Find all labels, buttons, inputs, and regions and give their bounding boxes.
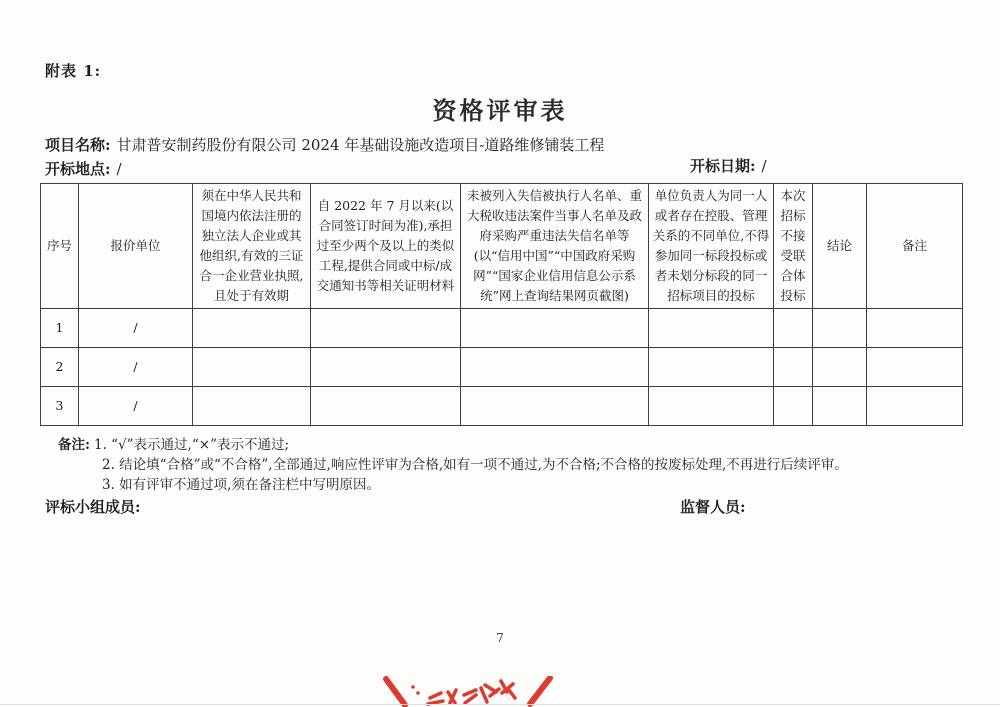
bid-location-value: /: [116, 160, 122, 178]
note-line: [58, 455, 848, 475]
header-seq: 序号: [41, 184, 79, 309]
row-remark: [867, 309, 963, 348]
row-cell: [193, 387, 311, 426]
row-seq: 3: [41, 387, 79, 426]
row-cell: [311, 309, 461, 348]
bid-location-line: [45, 158, 122, 179]
row-cell: [461, 309, 649, 348]
row-conclusion: [813, 387, 867, 426]
notes-block: [58, 435, 848, 495]
row-remark: [867, 387, 963, 426]
row-conclusion: [813, 348, 867, 387]
row-cell: [461, 348, 649, 387]
project-name-line: [45, 134, 604, 155]
bid-location-label: 开标地点:: [45, 160, 111, 178]
row-seq: 2: [41, 348, 79, 387]
header-no-consortium: 本次招标不接受联合体投标: [774, 184, 813, 309]
header-same-person: 单位负责人为同一人或者存在控股、管理关系的不同单位,不得参加同一标段投标或者未划分标段的同一招标项目的投标: [649, 184, 774, 309]
note-item: 3. 如有评审不通过项,须在备注栏中写明原因。: [102, 477, 380, 493]
header-remark: 备注: [867, 184, 963, 309]
note-line: [58, 435, 848, 455]
header-conclusion: 结论: [813, 184, 867, 309]
row-bidder: /: [79, 387, 193, 426]
note-item: 2. 结论填“合格”或“不合格”,全部通过,响应性评审为合格,如有一项不通过,为不合格;不合格的按废标处理,不再进行后续评审。: [102, 457, 848, 473]
row-cell: [649, 348, 774, 387]
row-cell: [311, 387, 461, 426]
supervisor-label: 监督人员:: [680, 498, 746, 516]
row-remark: [867, 348, 963, 387]
row-bidder: /: [79, 348, 193, 387]
bid-date-label: 开标日期:: [690, 157, 756, 175]
row-cell: [649, 309, 774, 348]
qualification-review-table: [40, 183, 963, 426]
note-line: [58, 475, 848, 495]
table-row: [41, 387, 963, 426]
row-cell: [774, 348, 813, 387]
red-seal-stamp-partial-icon: [368, 676, 558, 707]
header-bidder: 报价单位: [79, 184, 193, 309]
header-experience: 自 2022 年 7 月以来(以合同签订时间为准),承担过至少两个及以上的类似工程,提供合同或中标/成交通知书等相关证明材料: [311, 184, 461, 309]
row-cell: [193, 309, 311, 348]
page-number: 7: [496, 630, 504, 645]
row-cell: [311, 348, 461, 387]
page-title: 资格评审表: [432, 97, 568, 125]
row-conclusion: [813, 309, 867, 348]
header-registration: 须在中华人民共和国境内依法注册的独立法人企业或其他组织,有效的三证合一企业营业执照,且处于有效期: [193, 184, 311, 309]
project-name-label: 项目名称:: [45, 136, 111, 154]
table-row: [41, 348, 963, 387]
row-cell: [461, 387, 649, 426]
row-cell: [649, 387, 774, 426]
notes-label: 备注:: [58, 437, 90, 453]
row-cell: [774, 309, 813, 348]
bid-date-value: /: [761, 157, 767, 175]
evaluation-team-label: 评标小组成员:: [45, 498, 141, 516]
row-cell: [193, 348, 311, 387]
row-bidder: /: [79, 309, 193, 348]
row-seq: 1: [41, 309, 79, 348]
appendix-label: 附表 1:: [45, 62, 102, 80]
table-header-row: [41, 184, 963, 309]
project-name-value: 甘肃普安制药股份有限公司 2024 年基础设施改造项目-道路维修铺装工程: [116, 136, 605, 154]
bid-date-line: [690, 155, 767, 176]
table-row: [41, 309, 963, 348]
note-item: 1. “√”表示通过,“×”表示不通过;: [93, 437, 290, 453]
row-cell: [774, 387, 813, 426]
header-credit: 未被列入失信被执行人名单、重大税收违法案件当事人名单及政府采购严重违法失信名单等(以“信用中国”“中国政府采购网”“国家企业信用信息公示系统”网上查询结果网页截图): [461, 184, 649, 309]
